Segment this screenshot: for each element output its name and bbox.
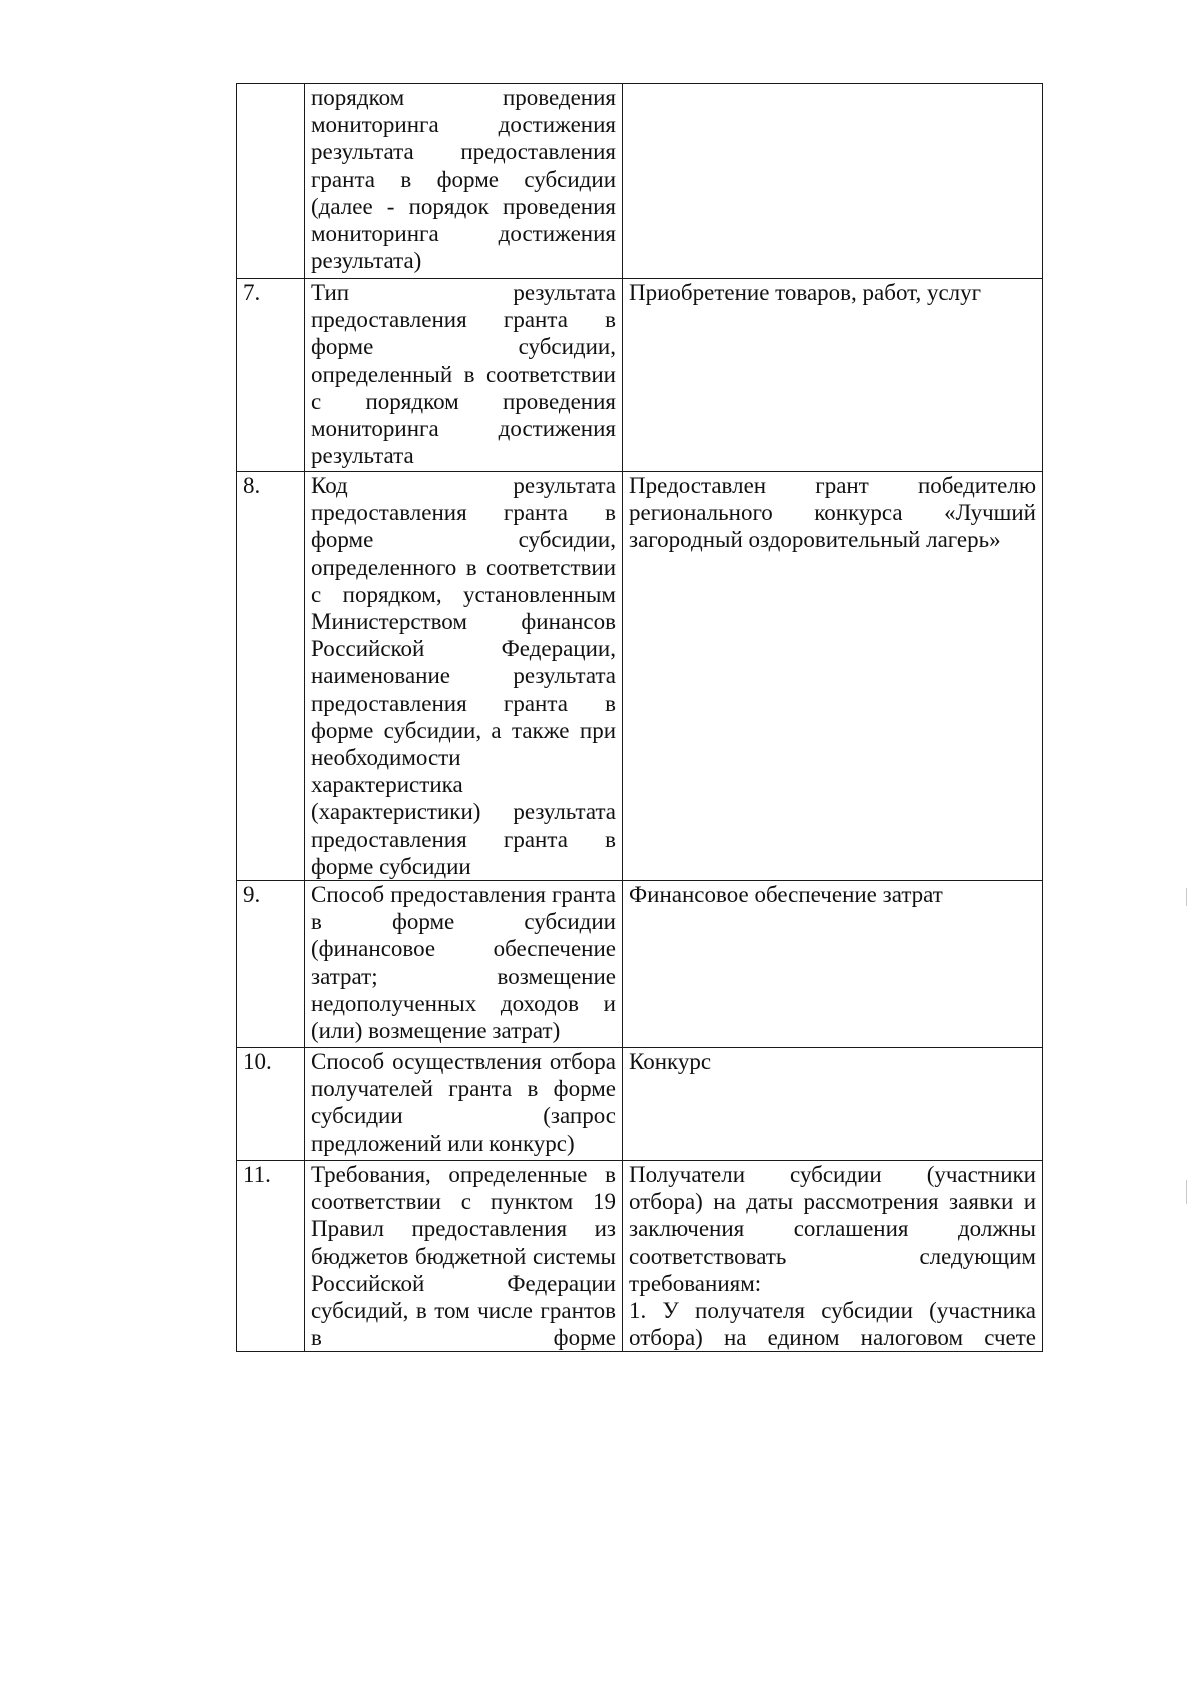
table-row <box>237 279 1043 472</box>
row-number-cell: 9. <box>237 881 305 1048</box>
row-number-cell: 7. <box>237 279 305 472</box>
table-row <box>237 1161 1043 1352</box>
table-row <box>237 1048 1043 1161</box>
row-value-cell: Конкурс <box>623 1048 1043 1161</box>
row-number-cell: 11. <box>237 1161 305 1352</box>
row-description-cell: Способ осуществления отбора получателей гранта в форме субсидии (запрос предложений или конкурс) <box>305 1048 623 1161</box>
scan-edge-mark <box>1186 1180 1187 1204</box>
row-number-cell <box>237 84 305 279</box>
table-row <box>237 881 1043 1048</box>
row-description-cell: Требования, определенные в соответствии с пунктом 19 Правил предоставления из бюджетов бюджетной системы Российской Федерации субсидий, в том числе грантов в форме <box>305 1161 623 1352</box>
row-value-cell: Предоставлен грант победителю регионального конкурса «Лучший загородный оздоровительный лагерь» <box>623 472 1043 881</box>
row-description-cell: порядком проведения мониторинга достижения результата предоставления гранта в форме субсидии (далее - порядок проведения мониторинга достижения результата) <box>305 84 623 279</box>
table-row <box>237 472 1043 881</box>
row-value-cell: Приобретение товаров, работ, услуг <box>623 279 1043 472</box>
scan-edge-mark <box>1186 888 1187 906</box>
row-description-cell: Тип результата предоставления гранта в форме субсидии, определенный в соответствии с порядком проведения мониторинга достижения результата <box>305 279 623 472</box>
row-value-cell <box>623 84 1043 279</box>
grant-parameters-table <box>236 83 1043 1352</box>
row-description-cell: Код результата предоставления гранта в форме субсидии, определенного в соответствии с порядком, установленным Министерством финансов Российской Федерации, наименование результата предоставления гранта в форме субсидии, а также при необходимости характеристика (характеристики) результата предоставления гранта в форме субсидии <box>305 472 623 881</box>
row-number-cell: 8. <box>237 472 305 881</box>
row-value-cell: Получатели субсидии (участники отбора) на даты рассмотрения заявки и заключения соглашения должны соответствовать следующим требованиям: 1. У получателя субсидии (участника отбора) на едином налоговом счете <box>623 1161 1043 1352</box>
row-description-cell: Способ предоставления гранта в форме субсидии (финансовое обеспечение затрат; возмещение недополученных доходов и (или) возмещение затрат) <box>305 881 623 1048</box>
row-number-cell: 10. <box>237 1048 305 1161</box>
row-value-cell: Финансовое обеспечение затрат <box>623 881 1043 1048</box>
table-row <box>237 84 1043 279</box>
